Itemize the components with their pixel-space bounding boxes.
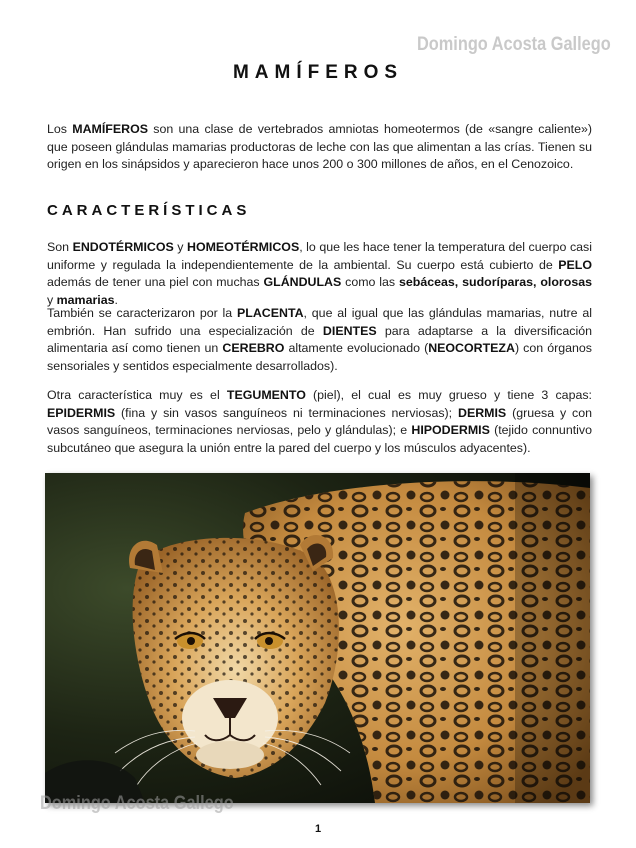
page-title: MAMÍFEROS: [232, 62, 404, 83]
section-heading-caracteristicas: CARACTERÍSTICAS: [47, 202, 251, 219]
bold-term: HIPODERMIS: [411, 423, 490, 438]
text-run: y: [173, 240, 187, 254]
jaguar-illustration: [45, 473, 590, 803]
bold-term: MAMÍFEROS: [72, 122, 148, 136]
bold-term: mamarias: [56, 292, 115, 307]
page-number: 1: [314, 823, 322, 835]
text-run: Los: [47, 122, 73, 136]
paragraph-placenta: [47, 305, 592, 375]
text-run: (fina y sin vasos sanguíneos ni terminaciones nerviosas);: [115, 405, 458, 420]
text-run: altamente evolucionado (: [284, 341, 429, 356]
text-run: son una clase de vertebrados amniotas homeotermos (de «sangre caliente») que poseen glándulas mamarias productoras de leche con las que alimentan a las crías. Tienen su origen en los sinápsidos y aparecieron hace unos 200 o 300 millones de años, en el Cenozoico.: [47, 122, 593, 172]
watermark-bottom: Domingo Acosta Gallego: [40, 793, 234, 814]
bold-term: HOMEOTÉRMICOS: [187, 240, 300, 254]
text-run: .: [114, 292, 118, 307]
bold-term: DIENTES: [322, 323, 377, 338]
paragraph-endotermicos: [47, 239, 592, 309]
bold-term: CEREBRO: [222, 341, 285, 356]
text-run: para adaptarse a la diversificación alimentaria así como tienen un: [47, 323, 592, 356]
text-run: (tejido connuntivo subcutáneo que asegura la unión entre la pared del cuerpo y los músculos adyacentes).: [47, 423, 592, 455]
jaguar-photo: [45, 473, 590, 803]
bold-term: GLÁNDULAS: [263, 275, 342, 290]
text-run: (gruesa y con vasos sanguíneos, terminaciones nerviosas, pelo y glándulas); e: [47, 405, 593, 438]
text-run: Otra característica muy es el: [47, 388, 227, 402]
text-run: También se caracterizaron por la: [47, 306, 237, 320]
text-run: , lo que les hace tener la temperatura del cuerpo casi uniforme y regulada la independientemente de la ambiental. Su cuerpo está cubierto de: [47, 240, 592, 272]
text-run: , que al igual que las glándulas mamarias, nutre al embrión. Han sufrido una especialización de: [47, 306, 592, 338]
intro-paragraph: [47, 121, 592, 174]
bold-term: DERMIS: [458, 405, 507, 420]
paragraph-tegumento: [47, 387, 592, 457]
bold-term: NEOCORTEZA: [428, 341, 515, 356]
bold-term: PLACENTA: [237, 306, 304, 320]
bold-term: TEGUMENTO: [226, 388, 306, 402]
text-run: y: [47, 292, 57, 307]
bold-term: EPIDERMIS: [47, 405, 116, 420]
text-run: además de tener una piel con muchas: [47, 275, 264, 290]
text-run: (piel), el cual es muy grueso y tiene 3 capas:: [305, 388, 592, 402]
bold-term: sebáceas, sudoríparas, olorosas: [399, 275, 592, 290]
text-run: Son: [47, 240, 73, 254]
watermark-top: Domingo Acosta Gallego: [417, 34, 611, 55]
bold-term: ENDOTÉRMICOS: [72, 240, 174, 254]
bold-term: PELO: [558, 257, 592, 272]
text-run: como las: [341, 275, 399, 290]
text-run: ) con órganos sensoriales y sentidos especialmente desarrollados).: [47, 341, 593, 373]
